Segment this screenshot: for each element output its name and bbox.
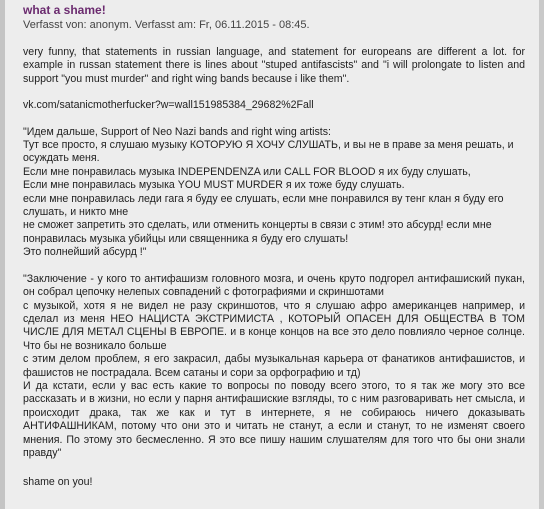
quote1-line: Если мне понравилась музыка INDEPENDENZA или CALL FOR BLOOD я их буду слушать, bbox=[23, 165, 471, 178]
quote2-part: И да кстати, если у вас есть какие то вопросы по поводу всего этого, то я так же могу это все рассказать и в жизни, но если у парня антифашиские взгляды, то с ним разговаривать нет смысла, и происходит драка, так же как и тут в интернете, я не собираюсь ничего доказывать АНТИФАШНИКАМ, потому что они это и читать не станут, а если и станут, то не изменят своего мнения. По этому это бесмесленно. Я это все пишу нашим слушателям для того что бы они знали правду" bbox=[23, 379, 525, 459]
quote1-line: Если мне понравилась музыка YOU MUST MURDER я их тоже буду слушать. bbox=[23, 179, 405, 192]
comment-quote-2 bbox=[23, 273, 525, 461]
quote1-line: Это полнейший абсурд !" bbox=[23, 246, 147, 259]
quote1-line: не сможет запретить это сделать, или отменить концерты в связи с этим! это абсурд! если мне понравилась музыка убийцы или священника я буду его слушать! bbox=[23, 219, 492, 245]
quote2-part: с этим делом проблем, я его закрасил, дабы музыкальная карьера от фанатиков антифашистов, и фашистов не пострадала. Всем сатаны и сори за орфографию и тд) bbox=[23, 353, 525, 379]
quote1-line: Тут все просто, я слушаю музыку КОТОРУЮ Я ХОЧУ СЛУШАТЬ, и вы не в праве за меня решать, и осуждать меня. bbox=[23, 139, 514, 165]
comment-meta: Verfasst von: anonym. Verfasst am: Fr, 06.11.2015 - 08:45. bbox=[23, 19, 310, 31]
comment-closing: shame on you! bbox=[23, 476, 93, 489]
comment-header bbox=[0, 0, 539, 32]
quote1-line: если мне понравилась леди гага я буду ее слушать, если мне понравился ву тенг клан я буду его слушать, и никто мне bbox=[23, 192, 504, 219]
comment-left-border bbox=[0, 0, 5, 509]
quote2-part: "Заключение - у кого то антифашизм головного мозга, и очень круто подгорел антифашиский пукан, он собрал цепочку нелепых совпадений с фотографиями и скриншотами bbox=[23, 272, 525, 299]
vk-link-text: vk.com/satanicmotherfucker?w=wall151985384_29682%2Fall bbox=[23, 99, 314, 112]
comment-body bbox=[0, 32, 539, 490]
comment-title: what a shame! bbox=[23, 3, 106, 17]
quote2-part: с музыкой, хотя я не видел не разу скриншотов, что я слушаю афро американцев например, и сделал из меня НЕО НАЦИСТА ЭКСТРИМИСТА , КОТОРЫЙ ОПАСЕН ДЛЯ ОБЩЕСТВА В ТОМ ЧИСЛЕ ДЛЯ МЕТАЛ СЦЕНЫ В ЕВРОПЕ. и в конце концов на все это дело повлияло черное солнце. Что бы не возникало больше bbox=[23, 299, 525, 352]
comment-paragraph-english: very funny, that statements in russian language, and statement for europeans are different a lot. for example in russan statement there is lines about "stuped antifascists" and "i will prolongate to listen and support "you must murder" and right wing bands because i like them". bbox=[23, 46, 525, 85]
quote1-line: "Идем дальше, Support of Neo Nazi bands and right wing artists: bbox=[23, 125, 331, 138]
comment-paragraph-link bbox=[23, 99, 525, 112]
comment-quote-1 bbox=[23, 126, 525, 260]
